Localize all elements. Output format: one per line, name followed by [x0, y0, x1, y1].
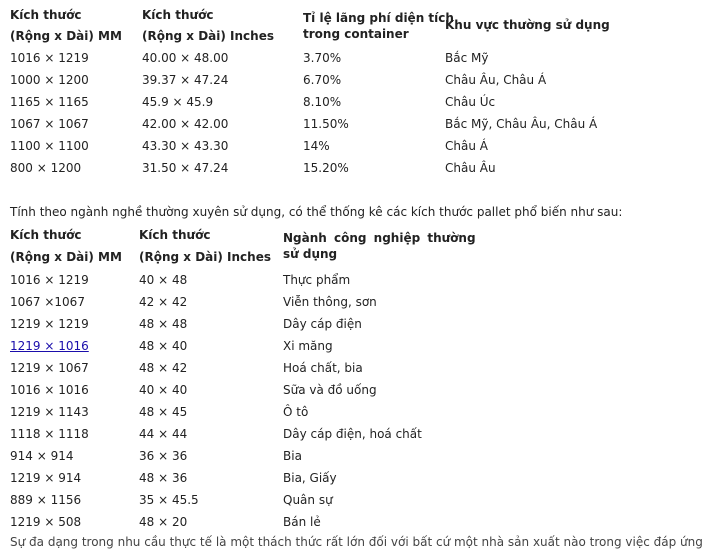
t1-cell-waste: 11.50% — [303, 117, 349, 131]
t1-cell-inch: 45.9 × 45.9 — [142, 95, 214, 109]
t1-header-waste-line1: Tỉ lệ lãng phí diện tích — [303, 11, 454, 25]
t1-cell-inch: 42.00 × 42.00 — [142, 117, 229, 131]
t1-cell-mm: 1067 × 1067 — [10, 117, 89, 131]
t2-cell-inch: 36 × 36 — [139, 449, 188, 463]
t2-header-mm-line1: Kích thước — [10, 228, 82, 242]
t2-cell-inch: 48 × 48 — [139, 317, 188, 331]
t2-cell-mm: 914 × 914 — [10, 449, 74, 463]
t1-cell-region: Châu Úc — [445, 95, 496, 109]
t2-cell-inch: 40 × 48 — [139, 273, 188, 287]
t1-header-region: Khu vực thường sử dụng — [445, 18, 610, 32]
t2-cell-industry: Dây cáp điện, hoá chất — [283, 427, 422, 441]
t2-cell-inch: 48 × 36 — [139, 471, 188, 485]
t1-cell-region: Châu Âu — [445, 161, 496, 175]
t1-cell-waste: 6.70% — [303, 73, 342, 87]
t2-cell-mm: 1219 × 1143 — [10, 405, 89, 419]
t1-cell-mm: 1100 × 1100 — [10, 139, 89, 153]
t2-header-industry-line2: sử dụng — [283, 247, 338, 261]
t1-cell-mm: 1000 × 1200 — [10, 73, 89, 87]
t2-cell-industry: Viễn thông, sơn — [283, 295, 377, 309]
t2-cell-inch: 40 × 40 — [139, 383, 188, 397]
t2-cell-mm: 889 × 1156 — [10, 493, 82, 507]
t2-cell-inch: 48 × 45 — [139, 405, 188, 419]
t2-cell-industry: Thực phẩm — [283, 273, 351, 287]
t2-cell-inch: 48 × 40 — [139, 339, 188, 353]
t2-cell-industry: Xi măng — [283, 339, 333, 353]
t2-cell-mm: 1016 × 1219 — [10, 273, 89, 287]
t2-cell-mm: 1016 × 1016 — [10, 383, 89, 397]
cutoff-paragraph: Sự đa dạng trong nhu cầu thực tế là một thách thức rất lớn đối với bất cứ một nhà sản xuất nào trong việc đáp ứng — [10, 535, 703, 549]
t2-cell-inch: 35 × 45.5 — [139, 493, 199, 507]
t1-header-inch-line1: Kích thước — [142, 8, 214, 22]
t2-cell-industry: Sữa và đồ uống — [283, 383, 377, 397]
t2-cell-industry: Ô tô — [283, 405, 309, 419]
t2-cell-mm: 1219 × 914 — [10, 471, 82, 485]
t2-header-inch-line2: (Rộng x Dài) Inches — [139, 250, 271, 264]
t1-header-waste-line2: trong container — [303, 27, 409, 41]
t2-header-inch-line1: Kích thước — [139, 228, 211, 242]
t2-cell-inch: 48 × 20 — [139, 515, 188, 529]
t2-cell-mm: 1219 × 1219 — [10, 317, 89, 331]
t1-cell-waste: 14% — [303, 139, 330, 153]
t2-cell-industry: Hoá chất, bia — [283, 361, 363, 375]
t2-cell-mm-link[interactable]: 1219 × 1016 — [10, 339, 89, 353]
t1-cell-region: Châu Âu, Châu Á — [445, 73, 547, 87]
t1-cell-mm: 1165 × 1165 — [10, 95, 89, 109]
t1-cell-region: Châu Á — [445, 139, 488, 153]
t1-header-mm-line1: Kích thước — [10, 8, 82, 22]
t1-header-inch-line2: (Rộng x Dài) Inches — [142, 29, 274, 43]
t1-cell-mm: 1016 × 1219 — [10, 51, 89, 65]
t1-cell-region: Bắc Mỹ, Châu Âu, Châu Á — [445, 117, 598, 131]
t1-cell-waste: 15.20% — [303, 161, 349, 175]
t2-cell-mm: 1067 ×1067 — [10, 295, 85, 309]
t1-header-mm-line2: (Rộng x Dài) MM — [10, 29, 122, 43]
t1-cell-inch: 43.30 × 43.30 — [142, 139, 229, 153]
t2-cell-inch: 48 × 42 — [139, 361, 188, 375]
t1-cell-region: Bắc Mỹ — [445, 51, 489, 65]
t2-cell-mm: 1118 × 1118 — [10, 427, 89, 441]
t1-cell-waste: 8.10% — [303, 95, 342, 109]
t2-cell-industry: Bán lẻ — [283, 515, 321, 529]
t1-cell-waste: 3.70% — [303, 51, 342, 65]
t2-header-industry-line1: Ngành công nghiệp thường — [283, 231, 476, 245]
t2-cell-industry: Bia, Giấy — [283, 471, 337, 485]
t2-cell-mm: 1219 × 508 — [10, 515, 82, 529]
t1-cell-inch: 31.50 × 47.24 — [142, 161, 229, 175]
t2-cell-industry: Dây cáp điện — [283, 317, 362, 331]
t2-cell-inch: 44 × 44 — [139, 427, 188, 441]
t2-header-mm-line2: (Rộng x Dài) MM — [10, 250, 122, 264]
t1-cell-mm: 800 × 1200 — [10, 161, 82, 175]
intro-paragraph: Tính theo ngành nghề thường xuyên sử dụng, có thể thống kê các kích thước pallet phổ biến như sau: — [10, 205, 623, 219]
t2-cell-mm: 1219 × 1067 — [10, 361, 89, 375]
t2-cell-inch: 42 × 42 — [139, 295, 188, 309]
t1-cell-inch: 39.37 × 47.24 — [142, 73, 229, 87]
t2-cell-industry: Quân sự — [283, 493, 333, 507]
t2-cell-industry: Bia — [283, 449, 302, 463]
t1-cell-inch: 40.00 × 48.00 — [142, 51, 229, 65]
